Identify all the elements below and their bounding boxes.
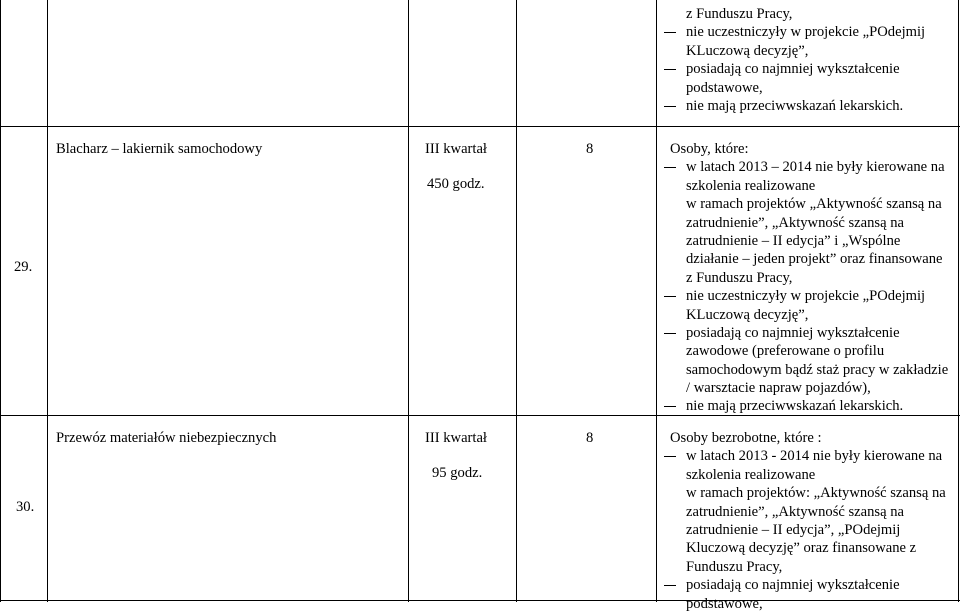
row-30-description-line: szkolenia realizowane [686, 466, 816, 483]
table-border-left [0, 0, 1, 602]
column-divider-number [47, 0, 48, 602]
row-29-description-line: nie uczestniczyły w projekcie „POdejmij [686, 287, 948, 305]
row-30-description-line: zatrudnienie”, „Aktywność szansą na [686, 503, 905, 520]
row-29-description-line: z Funduszu Pracy, [686, 269, 793, 286]
table-border-right [958, 0, 959, 602]
column-divider-count [656, 0, 657, 602]
prev-row-description-line: nie mają przeciwwskazań lekarskich. [686, 97, 925, 115]
row-30-description-line: podstawowe, [686, 595, 763, 612]
row-29-description-line: / warsztacie napraw pojazdów), [686, 380, 871, 397]
prev-row-description-line: KLuczową decyzję”, [686, 42, 809, 59]
row-29-description-line: posiadają co najmniej wykształcenie [686, 324, 948, 342]
prev-row-description [686, 5, 925, 115]
row-30-description-line: w latach 2013 - 2014 nie były kierowane na [686, 447, 946, 465]
row-divider-29 [0, 126, 960, 127]
row-29-description-line: zatrudnienie – II edycja” i „Wspólne [686, 232, 901, 249]
row-30-description-line: w ramach projektów: „Aktywność szansą na [686, 485, 946, 502]
column-divider-name [408, 0, 409, 602]
row-29-description-line: zatrudnienie”, „Aktywność szansą na [686, 214, 905, 231]
row-30-description [670, 429, 946, 613]
row-29-description-line: zawodowe (preferowane o profilu [686, 343, 885, 360]
row-30-hours: 95 godz. [432, 465, 483, 481]
row-29-participant-count: 8 [586, 141, 594, 157]
row-29-number: 29. [14, 259, 33, 275]
row-29-description [670, 140, 949, 416]
row-29-description-line: nie mają przeciwwskazań lekarskich. [686, 397, 948, 415]
row-29-term: III kwartał [425, 141, 487, 157]
row-29-description-line: samochodowym bądź staż pracy w zakładzie [686, 361, 949, 378]
row-30-course-name: Przewóz materiałów niebezpiecznych [56, 430, 277, 446]
row-29-description-line: Osoby, które: [670, 141, 749, 157]
prev-row-description-line: z Funduszu Pracy, [686, 6, 793, 22]
row-29-description-line: KLuczową decyzję”, [686, 306, 809, 323]
row-29-description-line: szkolenia realizowane [686, 177, 816, 194]
row-29-description-line: w latach 2013 – 2014 nie były kierowane na [686, 158, 948, 176]
row-30-description-line: Kluczową decyzję” oraz finansowane z [686, 540, 917, 557]
row-30-description-line: zatrudnienie – II edycja”, „POdejmij [686, 521, 901, 538]
row-30-participant-count: 8 [586, 430, 594, 446]
row-30-number: 30. [16, 499, 35, 515]
prev-row-description-line: posiadają co najmniej wykształcenie [686, 60, 925, 78]
row-29-hours: 450 godz. [427, 176, 485, 192]
prev-row-description-line: nie uczestniczyły w projekcie „POdejmij [686, 24, 926, 41]
row-30-term: III kwartał [425, 430, 487, 446]
prev-row-description-line: podstawowe, [686, 79, 763, 96]
row-29-description-line: działanie – jeden projekt” oraz finansowane [686, 251, 943, 268]
row-30-description-line: Funduszu Pracy, [686, 558, 783, 575]
row-30-description-line: Osoby bezrobotne, które : [670, 430, 822, 446]
row-29-course-name: Blacharz – lakiernik samochodowy [56, 141, 263, 157]
column-divider-term [516, 0, 517, 602]
row-30-description-line: posiadają co najmniej wykształcenie [686, 576, 946, 594]
row-29-description-line: w ramach projektów „Aktywność szansą na [686, 196, 942, 213]
